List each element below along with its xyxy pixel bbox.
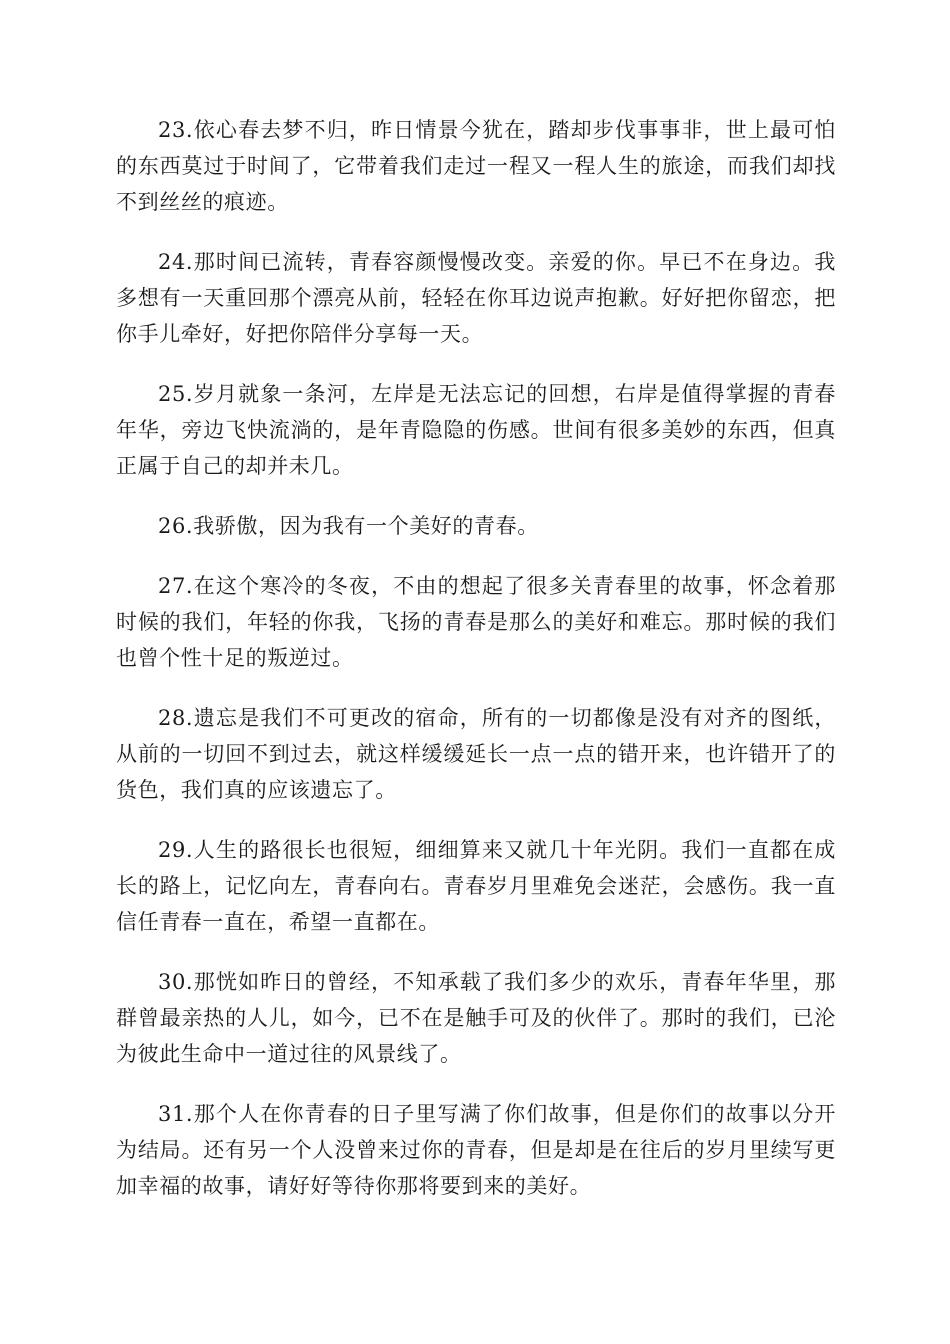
paragraph-23: 23.依心春去梦不归，昨日情景今犹在，踏却步伐事事非，世上最可怕的东西莫过于时间了，它带着我们走过一程又一程人生的旅途，而我们却找不到丝丝的痕迹。 xyxy=(116,118,836,214)
paragraph-27: 27.在这个寒冷的冬夜，不由的想起了很多关青春里的故事，怀念着那时候的我们，年轻的你我，飞扬的青春是那么的美好和难忘。那时候的我们也曾个性十足的叛逆过。 xyxy=(116,574,836,670)
paragraph-25: 25.岁月就象一条河，左岸是无法忘记的回想，右岸是值得掌握的青春年华，旁边飞快流淌的，是年青隐隐的伤感。世间有很多美妙的东西，但真正属于自己的却并未几。 xyxy=(116,382,836,478)
paragraph-28: 28.遗忘是我们不可更改的宿命，所有的一切都像是没有对齐的图纸，从前的一切回不到过去，就这样缓缓延长一点一点的错开来，也许错开了的货色，我们真的应该遗忘了。 xyxy=(116,706,836,802)
paragraph-29: 29.人生的路很长也很短，细细算来又就几十年光阴。我们一直都在成长的路上，记忆向左，青春向右。青春岁月里难免会迷茫，会感伤。我一直信任青春一直在，希望一直都在。 xyxy=(116,838,836,934)
paragraph-31: 31.那个人在你青春的日子里写满了你们故事，但是你们的故事以分开为结局。还有另一个人没曾来过你的青春，但是却是在往后的岁月里续写更加幸福的故事，请好好等待你那将要到来的美好。 xyxy=(116,1102,836,1198)
paragraph-24: 24.那时间已流转，青春容颜慢慢改变。亲爱的你。早已不在身边。我多想有一天重回那个漂亮从前，轻轻在你耳边说声抱歉。好好把你留恋，把你手儿牵好，好把你陪伴分享每一天。 xyxy=(116,250,836,346)
paragraph-26: 26.我骄傲，因为我有一个美好的青春。 xyxy=(158,514,539,538)
paragraph-30: 30.那恍如昨日的曾经，不知承载了我们多少的欢乐，青春年华里，那群曾最亲热的人儿，如今，已不在是触手可及的伙伴了。那时的我们，已沦为彼此生命中一道过往的风景线了。 xyxy=(116,970,836,1066)
document-body xyxy=(116,112,836,1228)
